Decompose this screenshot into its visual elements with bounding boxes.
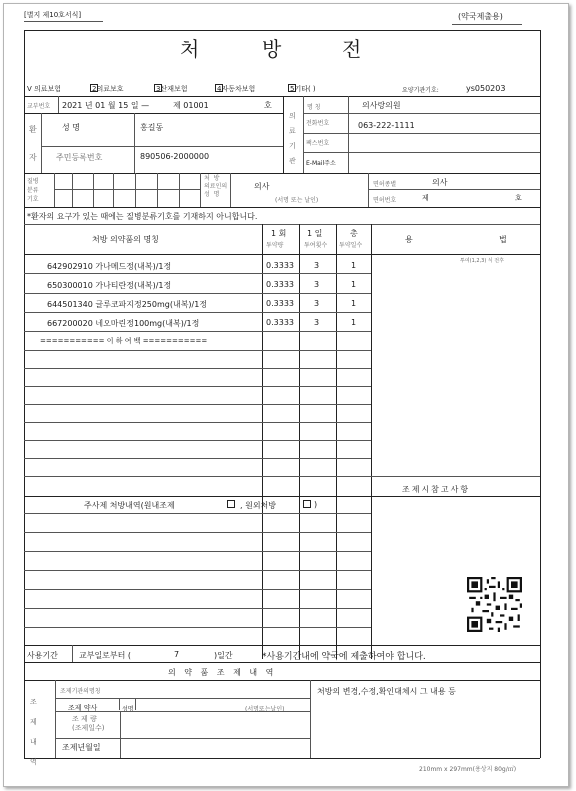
col-days-bottom: 투약일수 bbox=[339, 242, 363, 249]
usage-period-note: *사용기간내에 약국에 제출하여야 합니다. bbox=[262, 652, 426, 662]
drug-row-3-freq: 3 bbox=[314, 299, 320, 308]
usage-subheader: 투여(1,2,3) 식 전후 bbox=[460, 258, 504, 264]
patient-name-label: 성 명 bbox=[62, 123, 80, 132]
dispensing-name-label: 성명 bbox=[122, 706, 134, 713]
dispensing-pharmacist-label: 조제 약사 bbox=[68, 704, 98, 712]
title-char-1: 처 bbox=[180, 37, 202, 61]
drug-row-3-dose: 0.3333 bbox=[266, 299, 294, 308]
drug-row-4-freq: 3 bbox=[314, 318, 320, 327]
inst-email-label: E-Mail주소 bbox=[306, 160, 336, 167]
title-char-2: 방 bbox=[262, 37, 284, 61]
license-type-label: 면허종별 bbox=[373, 181, 397, 188]
dispensing-vertical-label: 조 제 내 역 bbox=[30, 698, 37, 766]
issue-suffix: 호 bbox=[264, 101, 272, 110]
drug-row-1-dose: 0.3333 bbox=[266, 261, 294, 270]
issue-serial: 제 01001 bbox=[173, 101, 209, 110]
drug-row-4-name: 667200020 네오마린정100mg(내복)/1정 bbox=[47, 319, 200, 328]
qr-code bbox=[467, 577, 522, 632]
drug-row-1-days: 1 bbox=[351, 261, 357, 270]
col-freq-bottom: 투여횟수 bbox=[304, 242, 328, 249]
patient-rrn-value: 890506-2000000 bbox=[140, 152, 210, 161]
end-of-list-marker: =========== 이 하 여 백 =========== bbox=[40, 337, 208, 345]
inst-fax-label: 팩스번호 bbox=[306, 140, 330, 147]
usage-period-unit: )일간 bbox=[214, 651, 233, 660]
col-days-top: 총 bbox=[350, 229, 358, 238]
drug-row-4-days: 1 bbox=[351, 318, 357, 327]
patient-name-value: 홍길동 bbox=[140, 123, 164, 132]
patient-label-1: 환 bbox=[29, 125, 37, 134]
patient-request-note: *환자의 요구가 있는 때에는 질병분류기호를 기재하지 아니합니다. bbox=[27, 212, 258, 221]
drug-row-2-name: 650300010 가나티란정(내복)/1정 bbox=[47, 281, 172, 290]
inst-phone-value: 063-222-1111 bbox=[358, 121, 415, 130]
dispensing-change-note: 처방의 변경,수정,확인대체시 그 내용 등 bbox=[317, 687, 456, 696]
usage-period-label: 사용기간 bbox=[27, 651, 58, 660]
institution-vertical-label: 의 료 기 관 bbox=[289, 112, 296, 165]
disease-code-label: 질병 분류 기호 bbox=[27, 178, 39, 203]
license-no-prefix: 제 bbox=[422, 194, 429, 202]
col-usage-left: 용 bbox=[405, 235, 413, 244]
col-dose-bottom: 투약량 bbox=[266, 242, 284, 249]
injection-close: ) bbox=[314, 500, 318, 509]
patient-label-2: 자 bbox=[29, 153, 37, 162]
dispensing-title: 의 약 품 조 제 내 역 bbox=[168, 668, 277, 677]
drug-row-3-name: 644501340 글루코파지정250mg(내복)/1정 bbox=[47, 300, 208, 309]
paper-size-note: 210mm x 297mm(용상지 80g/㎡) bbox=[419, 766, 517, 773]
drug-row-3-days: 1 bbox=[351, 299, 357, 308]
dispensing-amount-label: 조 제 량 (조제일수) bbox=[72, 715, 105, 732]
form-number: [별지 제10호서식] bbox=[24, 11, 82, 19]
inst-name-value: 의사랑의원 bbox=[362, 101, 401, 110]
col-dose-top: 1 회 bbox=[271, 229, 287, 238]
injection-sep: , 원외처방 bbox=[240, 501, 276, 510]
issue-date: 2021 년 01 월 15 일 — bbox=[62, 101, 150, 110]
license-type-value: 의사 bbox=[432, 178, 448, 187]
title-char-3: 전 bbox=[342, 37, 364, 61]
insurance-type-5: 5기타( ) bbox=[290, 85, 316, 93]
drug-row-1-freq: 3 bbox=[314, 261, 320, 270]
col-freq-top: 1 일 bbox=[307, 229, 323, 238]
injection-label: 주사제 처방내역(원내조제 bbox=[84, 501, 175, 510]
drug-row-2-freq: 3 bbox=[314, 280, 320, 289]
doctor-title: 의사 bbox=[254, 182, 270, 191]
drug-row-4-dose: 0.3333 bbox=[266, 318, 294, 327]
usage-period-days: 7 bbox=[174, 650, 180, 659]
drug-row-1-name: 642902910 가나메드정(내복)/1정 bbox=[47, 262, 172, 271]
insurance-type-4: 4자동차보험 bbox=[217, 85, 256, 93]
injection-external-checkbox[interactable] bbox=[303, 500, 311, 508]
usage-period-from: 교부일로부터 ( bbox=[79, 651, 132, 660]
license-no-suffix: 호 bbox=[515, 194, 522, 202]
col-drug-name: 처방 의약품의 명칭 bbox=[92, 235, 159, 244]
inst-phone-label: 전화번호 bbox=[306, 120, 330, 127]
dispensing-date-label: 조제년월일 bbox=[62, 743, 101, 752]
insurance-type-1: V 의료보험 bbox=[27, 85, 62, 93]
insurance-type-3: 3산재보험 bbox=[156, 85, 188, 93]
issue-no-label: 교부번호 bbox=[27, 103, 51, 110]
patient-rrn-label: 주민등록번호 bbox=[56, 153, 103, 162]
col-usage-right: 법 bbox=[499, 235, 507, 244]
institution-code-label: 요양기관기호: bbox=[402, 87, 439, 94]
institution-code-value: ys050203 bbox=[466, 84, 506, 93]
prescription-page bbox=[3, 3, 569, 787]
dispensing-inst-label: 조제기관의명칭 bbox=[60, 688, 101, 695]
drug-row-2-dose: 0.3333 bbox=[266, 280, 294, 289]
drug-row-2-days: 1 bbox=[351, 280, 357, 289]
license-no-label: 면허번호 bbox=[373, 197, 397, 204]
prescriber-label: 처 방 의료인의 성 명 bbox=[204, 175, 228, 198]
dispensing-sign-note: (서명또는날인) bbox=[245, 706, 285, 713]
inst-name-label: 명 칭 bbox=[307, 104, 321, 111]
injection-inhouse-checkbox[interactable] bbox=[227, 500, 235, 508]
insurance-type-2: 2의료보호 bbox=[92, 85, 124, 93]
reference-notes-label: 조제시참고사항 bbox=[402, 485, 471, 494]
doctor-sign-note: (서명 또는 날인) bbox=[275, 197, 319, 204]
copy-type: (약국제출용) bbox=[458, 12, 503, 21]
